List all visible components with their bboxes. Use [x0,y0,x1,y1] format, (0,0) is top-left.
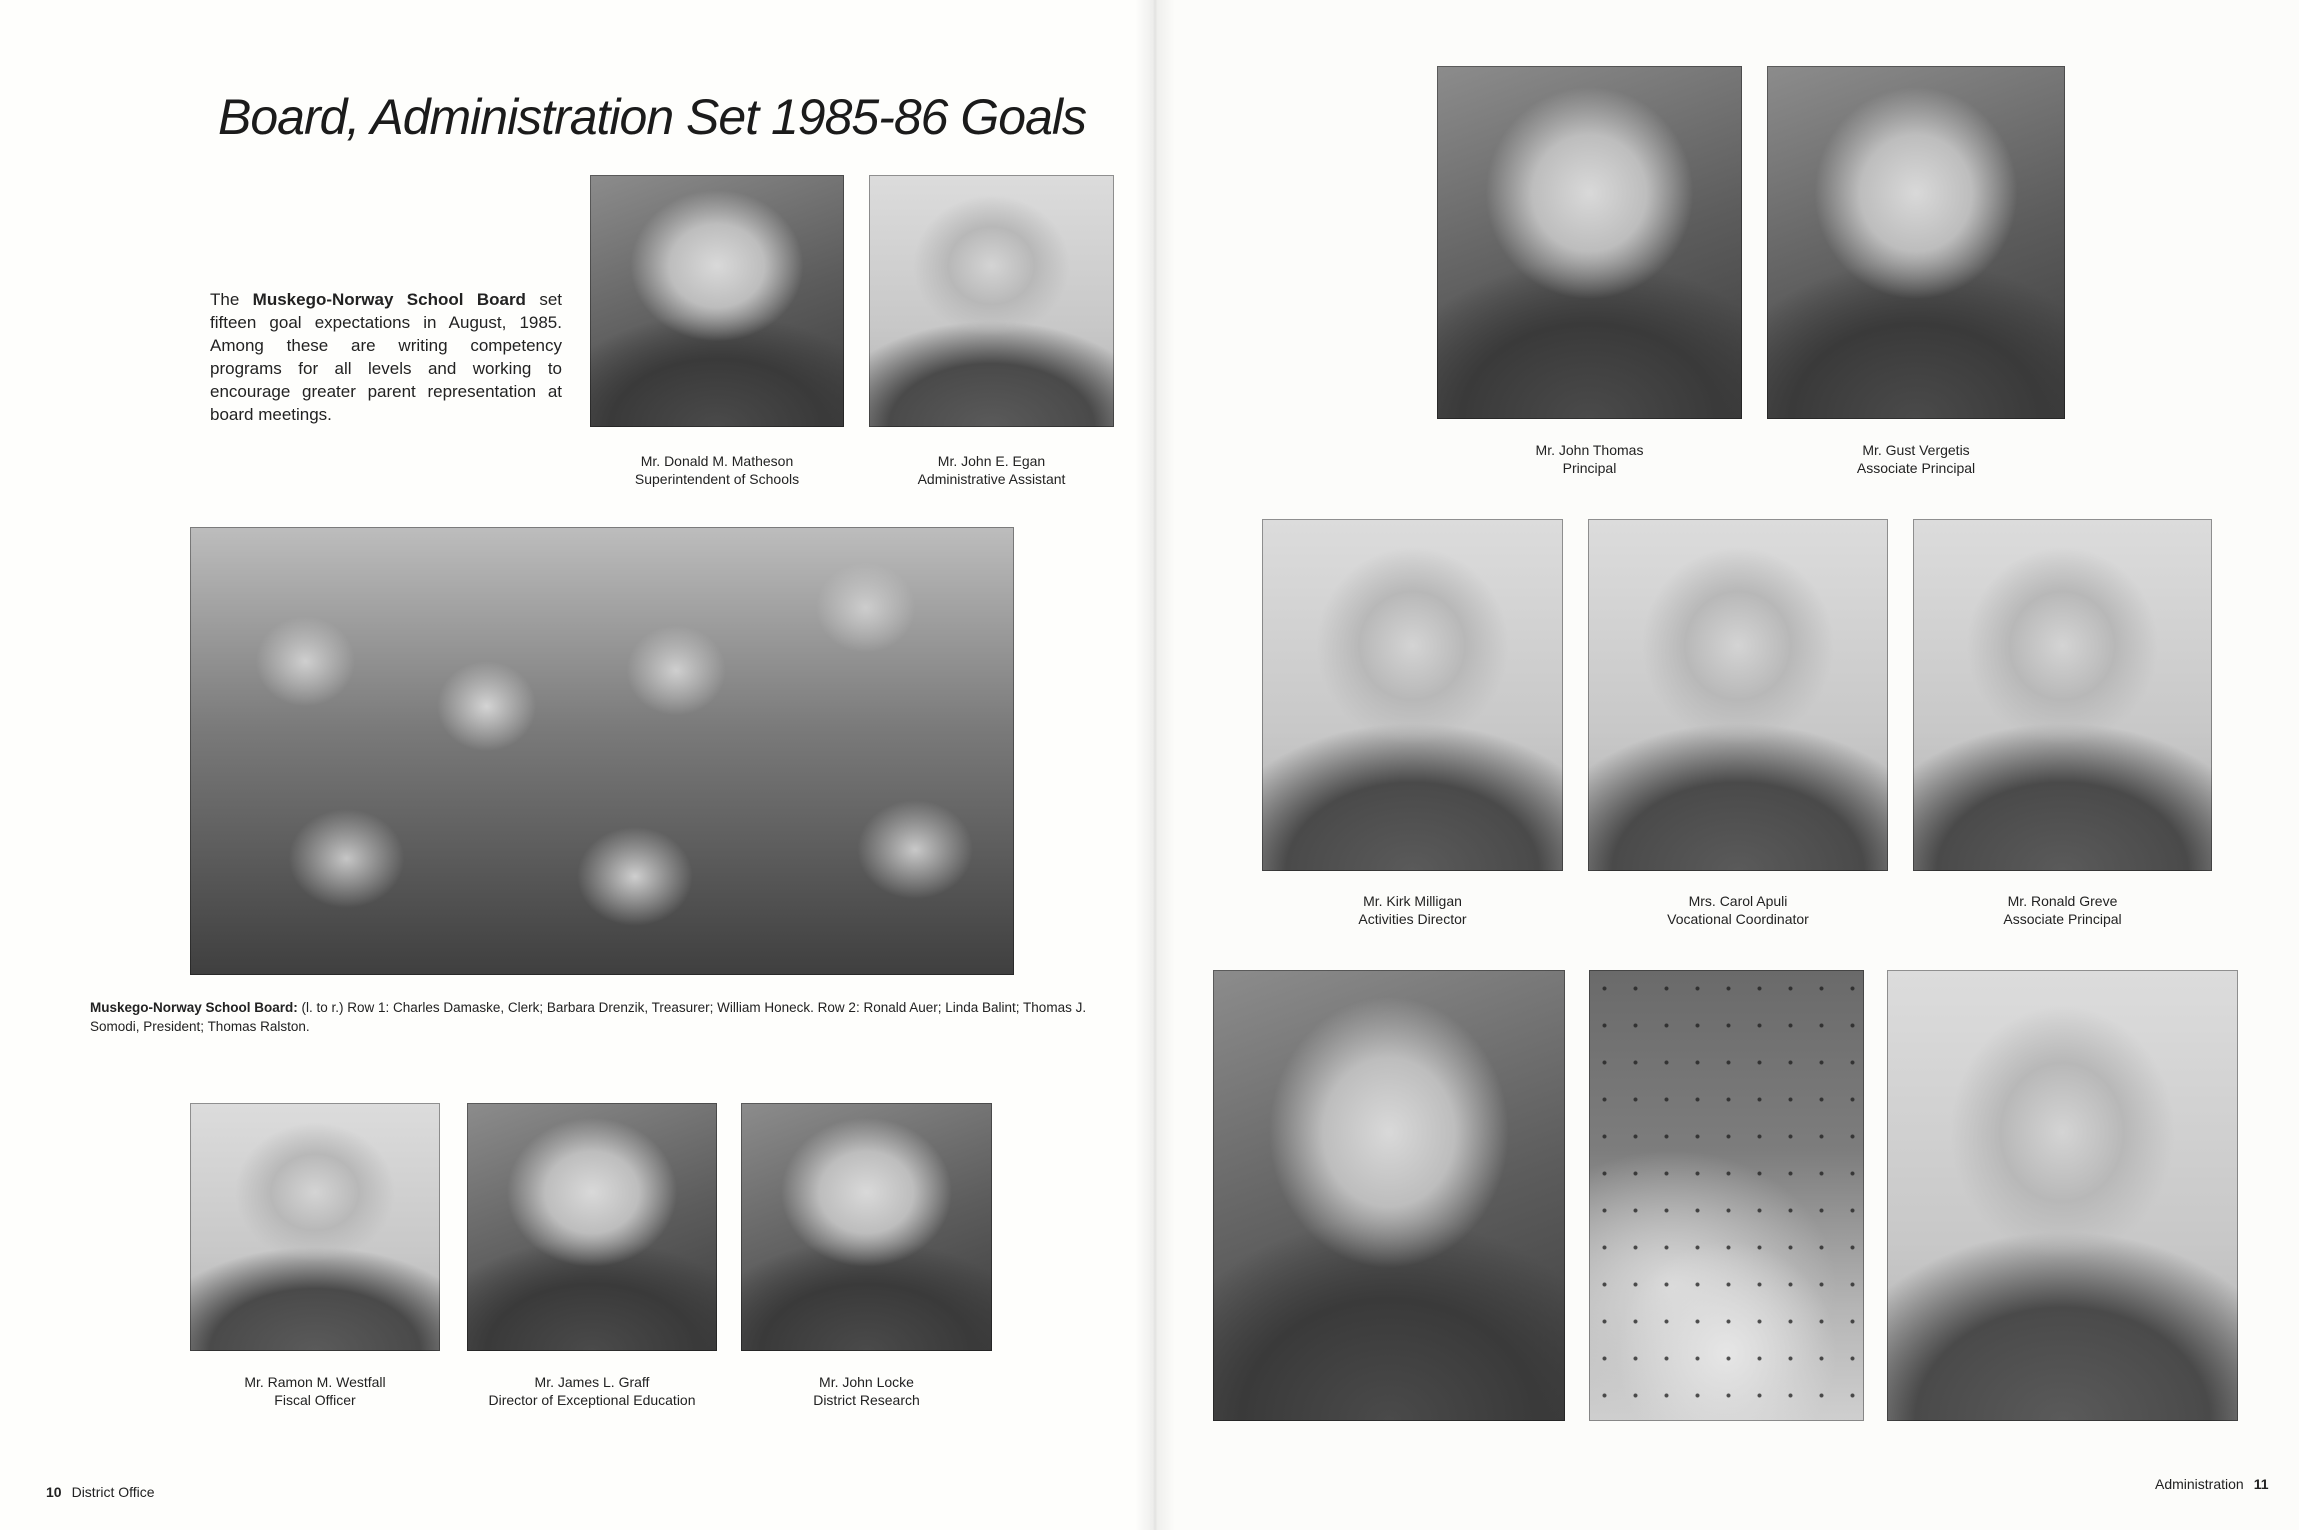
intro-paragraph [210,288,562,426]
caption-title: Vocational Coordinator [1667,911,1809,927]
caption-label: Muskego-Norway School Board: [90,1000,298,1015]
page-number: 10 [46,1484,62,1500]
portrait-photo-egan [869,175,1114,427]
caption-name: Mr. John Locke [819,1374,914,1390]
caption-name: Mr. Ramon M. Westfall [244,1374,386,1390]
caption-vergetis [1767,441,2065,477]
candid-photo-woman-holding-paper [1213,970,1565,1421]
caption-title: Administrative Assistant [917,471,1066,487]
caption-title: Associate Principal [2003,911,2122,927]
caption-text: (l. to r.) Row 1: Charles Damaske, Clerk; Barbara Drenzik, Treasurer; William Honeck. Row 2: Ronald Auer; Linda Balint; Thomas J. Somodi, President; Thomas Ralston. [90,1000,1087,1034]
portrait-photo-greve [1913,519,2212,871]
caption-name: Mr. James L. Graff [534,1374,650,1390]
caption-graff [467,1373,717,1409]
caption-name: Mr. Ronald Greve [2007,893,2118,909]
caption-name: Mr. John E. Egan [937,453,1046,469]
caption-title: Activities Director [1358,911,1467,927]
caption-milligan [1262,892,1563,928]
portrait-photo-apuli [1588,519,1888,871]
caption-name: Mr. Kirk Milligan [1363,893,1462,909]
caption-title: Principal [1562,460,1617,476]
section-name: District Office [71,1484,155,1500]
intro-bold: Muskego-Norway School Board [252,290,526,309]
right-folio [2155,1476,2269,1492]
section-name: Administration [2155,1476,2244,1492]
caption-egan [869,452,1114,488]
caption-title: Fiscal Officer [274,1392,356,1408]
portrait-photo-graff [467,1103,717,1351]
intro-rest: set fifteen goal expectations in August, 1985. Among these are writing competency programs for all levels and working to encourage greater parent representation at board meetings. [210,290,562,424]
caption-greve [1913,892,2212,928]
portrait-photo-milligan [1262,519,1563,871]
intro-lead: The [210,290,253,309]
caption-title: District Research [813,1392,920,1408]
caption-locke [741,1373,992,1409]
caption-matheson [590,452,844,488]
portrait-photo-locke [741,1103,992,1351]
page-title: Board, Administration Set 1985-86 Goals [218,89,1086,145]
caption-name: Mr. Gust Vergetis [1862,442,1970,458]
school-board-caption [90,998,1120,1036]
caption-title: Associate Principal [1856,460,1976,476]
caption-title: Superintendent of Schools [634,471,800,487]
caption-name: Mr. John Thomas [1535,442,1644,458]
portrait-photo-vergetis [1767,66,2065,419]
book-gutter [1135,0,1175,1530]
page-number: 11 [2253,1476,2269,1492]
caption-apuli [1588,892,1888,928]
caption-title: Director of Exceptional Education [488,1392,696,1408]
portrait-photo-matheson [590,175,844,427]
caption-name: Mrs. Carol Apuli [1688,893,1788,909]
candid-photo-two-women [1887,970,2238,1421]
caption-thomas [1437,441,1742,477]
left-folio [46,1484,155,1500]
portrait-photo-westfall [190,1103,440,1351]
caption-westfall [190,1373,440,1409]
portrait-photo-thomas [1437,66,1742,419]
school-board-group-photo [190,527,1014,975]
candid-photo-balloons-sky [1589,970,1864,1421]
caption-name: Mr. Donald M. Matheson [640,453,794,469]
